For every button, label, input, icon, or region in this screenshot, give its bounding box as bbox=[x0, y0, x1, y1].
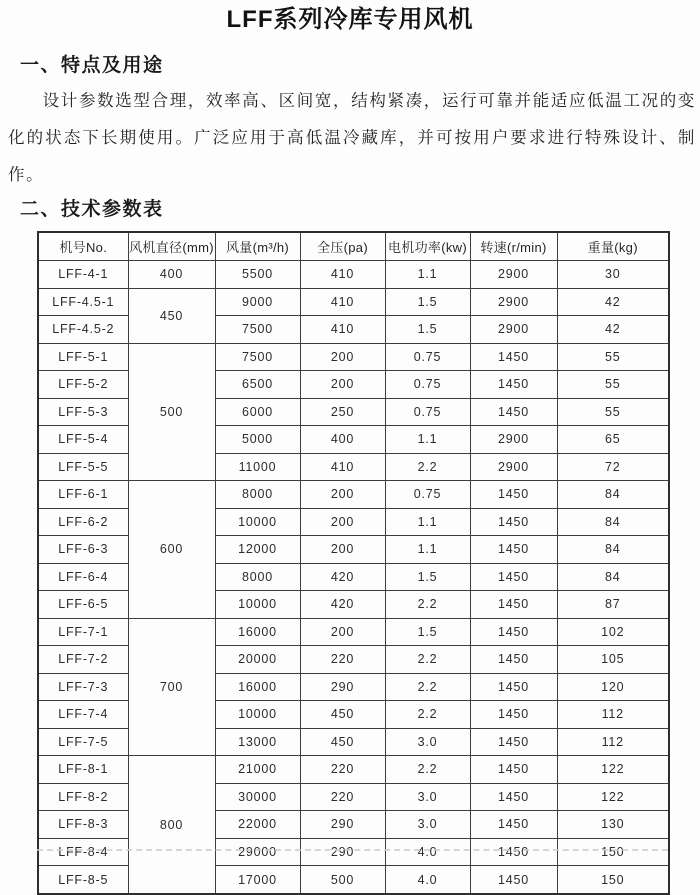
model-no-cell: LFF-6-1 bbox=[38, 481, 128, 509]
model-no-cell: LFF-6-2 bbox=[38, 508, 128, 536]
fan-diameter-cell: 450 bbox=[128, 288, 215, 343]
airflow-cell: 8000 bbox=[215, 481, 300, 509]
speed-cell: 2900 bbox=[470, 288, 557, 316]
column-header: 重量(kg) bbox=[557, 232, 669, 261]
pressure-cell: 420 bbox=[300, 563, 385, 591]
airflow-cell: 5500 bbox=[215, 261, 300, 289]
weight-cell: 130 bbox=[557, 811, 669, 839]
fan-diameter-cell: 800 bbox=[128, 756, 215, 895]
motor-power-cell: 3.0 bbox=[385, 728, 470, 756]
pressure-cell: 400 bbox=[300, 426, 385, 454]
airflow-cell: 7500 bbox=[215, 316, 300, 344]
section-heading-features: 一、特点及用途 bbox=[20, 55, 164, 76]
motor-power-cell: 0.75 bbox=[385, 398, 470, 426]
weight-cell: 65 bbox=[557, 426, 669, 454]
motor-power-cell: 2.2 bbox=[385, 453, 470, 481]
pressure-cell: 410 bbox=[300, 261, 385, 289]
motor-power-cell: 2.2 bbox=[385, 701, 470, 729]
column-header: 全压(pa) bbox=[300, 232, 385, 261]
pressure-cell: 410 bbox=[300, 316, 385, 344]
weight-cell: 84 bbox=[557, 481, 669, 509]
pressure-cell: 290 bbox=[300, 838, 385, 866]
weight-cell: 72 bbox=[557, 453, 669, 481]
airflow-cell: 20000 bbox=[215, 646, 300, 674]
section-heading-specs: 二、技术参数表 bbox=[20, 199, 164, 220]
speed-cell: 1450 bbox=[470, 398, 557, 426]
weight-cell: 112 bbox=[557, 728, 669, 756]
weight-cell: 55 bbox=[557, 343, 669, 371]
model-no-cell: LFF-8-1 bbox=[38, 756, 128, 784]
speed-cell: 1450 bbox=[470, 838, 557, 866]
fan-diameter-cell: 500 bbox=[128, 343, 215, 481]
model-no-cell: LFF-5-2 bbox=[38, 371, 128, 399]
speed-cell: 1450 bbox=[470, 701, 557, 729]
spec-row bbox=[38, 261, 669, 289]
weight-cell: 150 bbox=[557, 866, 669, 895]
column-header: 风机直径(mm) bbox=[128, 232, 215, 261]
speed-cell: 1450 bbox=[470, 371, 557, 399]
airflow-cell: 7500 bbox=[215, 343, 300, 371]
speed-cell: 2900 bbox=[470, 453, 557, 481]
airflow-cell: 12000 bbox=[215, 536, 300, 564]
airflow-cell: 11000 bbox=[215, 453, 300, 481]
speed-cell: 1450 bbox=[470, 536, 557, 564]
speed-cell: 1450 bbox=[470, 343, 557, 371]
weight-cell: 30 bbox=[557, 261, 669, 289]
motor-power-cell: 0.75 bbox=[385, 343, 470, 371]
weight-cell: 120 bbox=[557, 673, 669, 701]
pressure-cell: 450 bbox=[300, 701, 385, 729]
motor-power-cell: 1.5 bbox=[385, 288, 470, 316]
model-no-cell: LFF-8-5 bbox=[38, 866, 128, 895]
motor-power-cell: 1.1 bbox=[385, 508, 470, 536]
airflow-cell: 6500 bbox=[215, 371, 300, 399]
page-title: LFF系列冷库专用风机 bbox=[226, 6, 474, 33]
table-header-row bbox=[38, 232, 669, 261]
model-no-cell: LFF-5-4 bbox=[38, 426, 128, 454]
speed-cell: 1450 bbox=[470, 811, 557, 839]
pressure-cell: 200 bbox=[300, 371, 385, 399]
motor-power-cell: 1.5 bbox=[385, 618, 470, 646]
model-no-cell: LFF-7-4 bbox=[38, 701, 128, 729]
weight-cell: 55 bbox=[557, 371, 669, 399]
weight-cell: 122 bbox=[557, 783, 669, 811]
model-no-cell: LFF-7-5 bbox=[38, 728, 128, 756]
motor-power-cell: 1.1 bbox=[385, 261, 470, 289]
motor-power-cell: 2.2 bbox=[385, 591, 470, 619]
motor-power-cell: 2.2 bbox=[385, 756, 470, 784]
speed-cell: 1450 bbox=[470, 646, 557, 674]
model-no-cell: LFF-5-5 bbox=[38, 453, 128, 481]
model-no-cell: LFF-6-3 bbox=[38, 536, 128, 564]
weight-cell: 42 bbox=[557, 316, 669, 344]
model-no-cell: LFF-6-4 bbox=[38, 563, 128, 591]
speed-cell: 1450 bbox=[470, 563, 557, 591]
weight-cell: 150 bbox=[557, 838, 669, 866]
motor-power-cell: 2.2 bbox=[385, 646, 470, 674]
spec-row bbox=[38, 618, 669, 646]
column-header: 电机功率(kw) bbox=[385, 232, 470, 261]
scan-artifact-line bbox=[37, 849, 668, 851]
weight-cell: 122 bbox=[557, 756, 669, 784]
motor-power-cell: 1.5 bbox=[385, 316, 470, 344]
pressure-cell: 200 bbox=[300, 618, 385, 646]
pressure-cell: 250 bbox=[300, 398, 385, 426]
spec-row bbox=[38, 756, 669, 784]
model-no-cell: LFF-6-5 bbox=[38, 591, 128, 619]
pressure-cell: 200 bbox=[300, 343, 385, 371]
pressure-cell: 220 bbox=[300, 756, 385, 784]
weight-cell: 42 bbox=[557, 288, 669, 316]
pressure-cell: 500 bbox=[300, 866, 385, 895]
spec-row bbox=[38, 343, 669, 371]
weight-cell: 87 bbox=[557, 591, 669, 619]
pressure-cell: 410 bbox=[300, 288, 385, 316]
motor-power-cell: 3.0 bbox=[385, 783, 470, 811]
specs-table bbox=[37, 231, 670, 895]
airflow-cell: 10000 bbox=[215, 591, 300, 619]
airflow-cell: 16000 bbox=[215, 618, 300, 646]
airflow-cell: 21000 bbox=[215, 756, 300, 784]
speed-cell: 1450 bbox=[470, 481, 557, 509]
airflow-cell: 22000 bbox=[215, 811, 300, 839]
column-header: 机号No. bbox=[38, 232, 128, 261]
weight-cell: 84 bbox=[557, 508, 669, 536]
motor-power-cell: 1.1 bbox=[385, 536, 470, 564]
fan-diameter-cell: 600 bbox=[128, 481, 215, 619]
model-no-cell: LFF-8-2 bbox=[38, 783, 128, 811]
fan-diameter-cell: 700 bbox=[128, 618, 215, 756]
model-no-cell: LFF-7-1 bbox=[38, 618, 128, 646]
pressure-cell: 220 bbox=[300, 783, 385, 811]
speed-cell: 1450 bbox=[470, 866, 557, 895]
pressure-cell: 290 bbox=[300, 673, 385, 701]
model-no-cell: LFF-7-3 bbox=[38, 673, 128, 701]
speed-cell: 1450 bbox=[470, 673, 557, 701]
model-no-cell: LFF-8-3 bbox=[38, 811, 128, 839]
weight-cell: 105 bbox=[557, 646, 669, 674]
speed-cell: 1450 bbox=[470, 756, 557, 784]
speed-cell: 1450 bbox=[470, 591, 557, 619]
speed-cell: 2900 bbox=[470, 261, 557, 289]
airflow-cell: 16000 bbox=[215, 673, 300, 701]
weight-cell: 55 bbox=[557, 398, 669, 426]
motor-power-cell: 4.0 bbox=[385, 838, 470, 866]
motor-power-cell: 2.2 bbox=[385, 673, 470, 701]
model-no-cell: LFF-4-1 bbox=[38, 261, 128, 289]
speed-cell: 1450 bbox=[470, 728, 557, 756]
pressure-cell: 410 bbox=[300, 453, 385, 481]
motor-power-cell: 3.0 bbox=[385, 811, 470, 839]
airflow-cell: 29000 bbox=[215, 838, 300, 866]
airflow-cell: 17000 bbox=[215, 866, 300, 895]
airflow-cell: 6000 bbox=[215, 398, 300, 426]
pressure-cell: 420 bbox=[300, 591, 385, 619]
pressure-cell: 290 bbox=[300, 811, 385, 839]
model-no-cell: LFF-4.5-2 bbox=[38, 316, 128, 344]
spec-row bbox=[38, 288, 669, 316]
model-no-cell: LFF-5-1 bbox=[38, 343, 128, 371]
column-header: 风量(m³/h) bbox=[215, 232, 300, 261]
pressure-cell: 200 bbox=[300, 508, 385, 536]
weight-cell: 102 bbox=[557, 618, 669, 646]
column-header: 转速(r/min) bbox=[470, 232, 557, 261]
airflow-cell: 8000 bbox=[215, 563, 300, 591]
airflow-cell: 13000 bbox=[215, 728, 300, 756]
weight-cell: 112 bbox=[557, 701, 669, 729]
speed-cell: 1450 bbox=[470, 618, 557, 646]
motor-power-cell: 0.75 bbox=[385, 371, 470, 399]
weight-cell: 84 bbox=[557, 536, 669, 564]
airflow-cell: 30000 bbox=[215, 783, 300, 811]
model-no-cell: LFF-7-2 bbox=[38, 646, 128, 674]
airflow-cell: 5000 bbox=[215, 426, 300, 454]
pressure-cell: 450 bbox=[300, 728, 385, 756]
speed-cell: 2900 bbox=[470, 426, 557, 454]
spec-row bbox=[38, 481, 669, 509]
motor-power-cell: 1.5 bbox=[385, 563, 470, 591]
model-no-cell: LFF-5-3 bbox=[38, 398, 128, 426]
motor-power-cell: 1.1 bbox=[385, 426, 470, 454]
model-no-cell: LFF-8-4 bbox=[38, 838, 128, 866]
motor-power-cell: 0.75 bbox=[385, 481, 470, 509]
speed-cell: 1450 bbox=[470, 783, 557, 811]
airflow-cell: 9000 bbox=[215, 288, 300, 316]
airflow-cell: 10000 bbox=[215, 701, 300, 729]
features-paragraph: 设计参数选型合理，效率高、区间宽，结构紧凑，运行可靠并能适应低温工况的变化的状态下长期使用。广泛应用于高低温冷藏库，并可按用户要求进行特殊设计、制作。 bbox=[8, 92, 696, 184]
pressure-cell: 220 bbox=[300, 646, 385, 674]
speed-cell: 2900 bbox=[470, 316, 557, 344]
model-no-cell: LFF-4.5-1 bbox=[38, 288, 128, 316]
fan-diameter-cell: 400 bbox=[128, 261, 215, 289]
pressure-cell: 200 bbox=[300, 536, 385, 564]
speed-cell: 1450 bbox=[470, 508, 557, 536]
airflow-cell: 10000 bbox=[215, 508, 300, 536]
pressure-cell: 200 bbox=[300, 481, 385, 509]
motor-power-cell: 4.0 bbox=[385, 866, 470, 895]
weight-cell: 84 bbox=[557, 563, 669, 591]
